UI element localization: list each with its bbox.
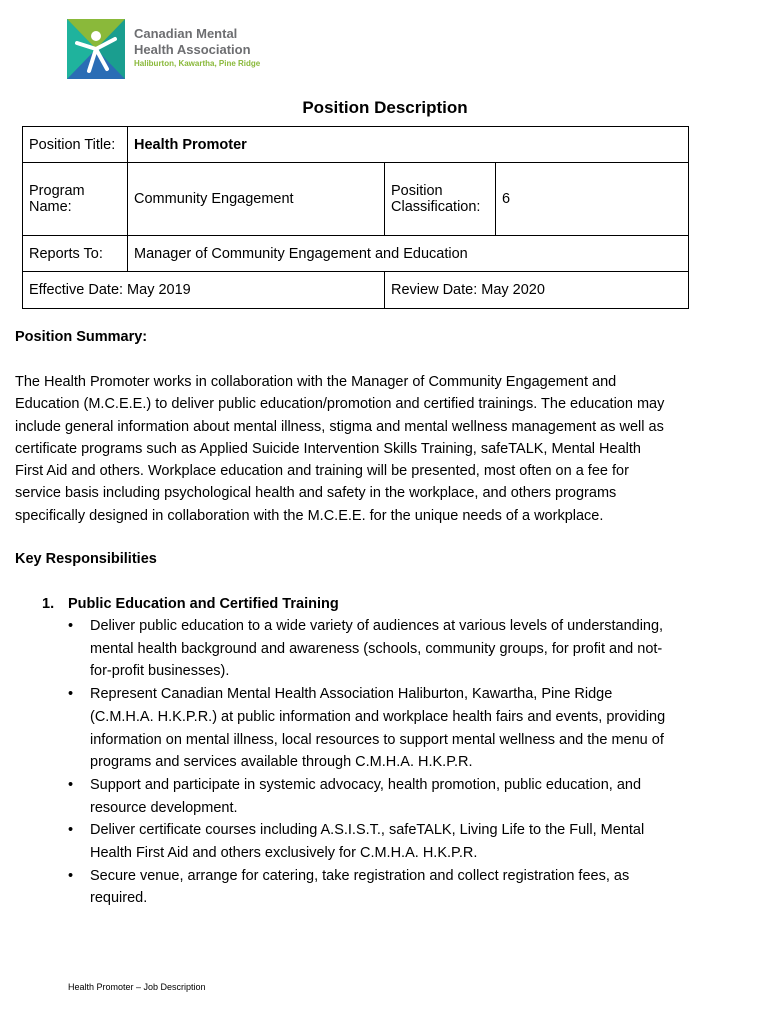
summary-line: specifically designed in collaboration with the M.C.E.E. for the unique needs of a workplace. (15, 507, 604, 524)
summary-line: certificate programs such as Applied Suicide Intervention Skills Training, safeTALK, Mental Health (15, 440, 641, 457)
list-item (0, 683, 700, 774)
summary-line: Education (M.C.E.E.) to deliver public education/promotion and certified trainings. The education may (15, 396, 665, 413)
page-footer: Health Promoter – Job Description (68, 982, 206, 992)
position-summary-heading: Position Summary: (15, 329, 148, 345)
program-name-label-line2: Name: (29, 199, 72, 215)
list-item-line: resource development. (90, 799, 238, 816)
list-item-line: Secure venue, arrange for catering, take registration and collect registration fees, as (90, 867, 630, 884)
summary-line: include general information about mental illness, stigma and mental wellness management as well as (15, 418, 664, 435)
summary-line: service basis including psychological health and safety in the workplace, and others programs (15, 485, 617, 502)
responsibilities-list (0, 615, 700, 910)
program-name-label (23, 163, 128, 236)
position-title-value: Health Promoter (128, 127, 689, 163)
bullet-icon: • (68, 776, 74, 793)
section-number: 1. (42, 596, 55, 612)
list-item (0, 865, 700, 910)
list-item-line: programs and services available through C.M.H.A. H.K.P.R. (90, 754, 473, 771)
key-responsibilities-heading: Key Responsibilities (15, 551, 157, 567)
organization-region: Haliburton, Kawartha, Pine Ridge (134, 59, 261, 68)
table-row (23, 272, 689, 309)
table-row (23, 163, 689, 236)
table-row (23, 127, 689, 163)
position-title-label: Position Title: (23, 127, 128, 163)
position-summary-text (15, 371, 695, 527)
section-title: Public Education and Certified Training (68, 596, 339, 612)
classification-label-line1: Position (391, 183, 443, 199)
summary-line: First Aid and others. Workplace education and training will be presented, most often on a fee for (15, 463, 629, 480)
bullet-icon: • (68, 686, 74, 703)
bullet-icon: • (68, 867, 74, 884)
list-item-line: Deliver public education to a wide variety of audiences at various levels of understanding, (90, 618, 664, 634)
list-item-line: information on mental illness, local resources to support mental wellness and the menu of (90, 731, 664, 748)
list-item-line: required. (90, 890, 148, 907)
list-item (0, 774, 700, 819)
summary-line: The Health Promoter works in collaboration with the Manager of Community Engagement and (15, 374, 617, 390)
organization-logo (67, 19, 307, 79)
list-item (0, 615, 700, 683)
list-item-line: Deliver certificate courses including A.S.I.S.T., safeTALK, Living Life to the Full, Mental (90, 822, 645, 839)
list-item-line: for-profit businesses). (90, 663, 230, 680)
cmha-logo-icon (67, 19, 125, 79)
organization-name (134, 26, 251, 58)
position-classification-value: 6 (496, 163, 689, 236)
list-item-line: Support and participate in systemic advocacy, health promotion, public education, and (90, 776, 642, 793)
reports-to-label: Reports To: (23, 236, 128, 272)
position-info-table (22, 126, 689, 309)
bullet-icon: • (68, 822, 74, 839)
organization-name-line2: Health Association (134, 42, 251, 57)
reports-to-value: Manager of Community Engagement and Education (128, 236, 689, 272)
list-item-line: Represent Canadian Mental Health Association Haliburton, Kawartha, Pine Ridge (90, 686, 613, 703)
review-date: Review Date: May 2020 (385, 272, 689, 309)
effective-date: Effective Date: May 2019 (23, 272, 385, 309)
section-heading-public-education (42, 596, 339, 612)
table-row (23, 236, 689, 272)
program-name-label-line1: Program (29, 183, 85, 199)
page-title: Position Description (302, 98, 468, 117)
program-name-value: Community Engagement (128, 163, 385, 236)
list-item-line: (C.M.H.A. H.K.P.R.) at public information and workplace health fairs and events, providing (90, 708, 666, 725)
classification-label-line2: Classification: (391, 199, 481, 215)
position-classification-label (385, 163, 496, 236)
bullet-icon: • (68, 618, 74, 634)
organization-name-line1: Canadian Mental (134, 26, 238, 41)
list-item (0, 819, 700, 864)
list-item-line: Health First Aid and others exclusively for C.M.H.A. H.K.P.R. (90, 845, 478, 862)
list-item-line: mental health background and awareness (schools, community groups, for profit and not- (90, 640, 663, 657)
